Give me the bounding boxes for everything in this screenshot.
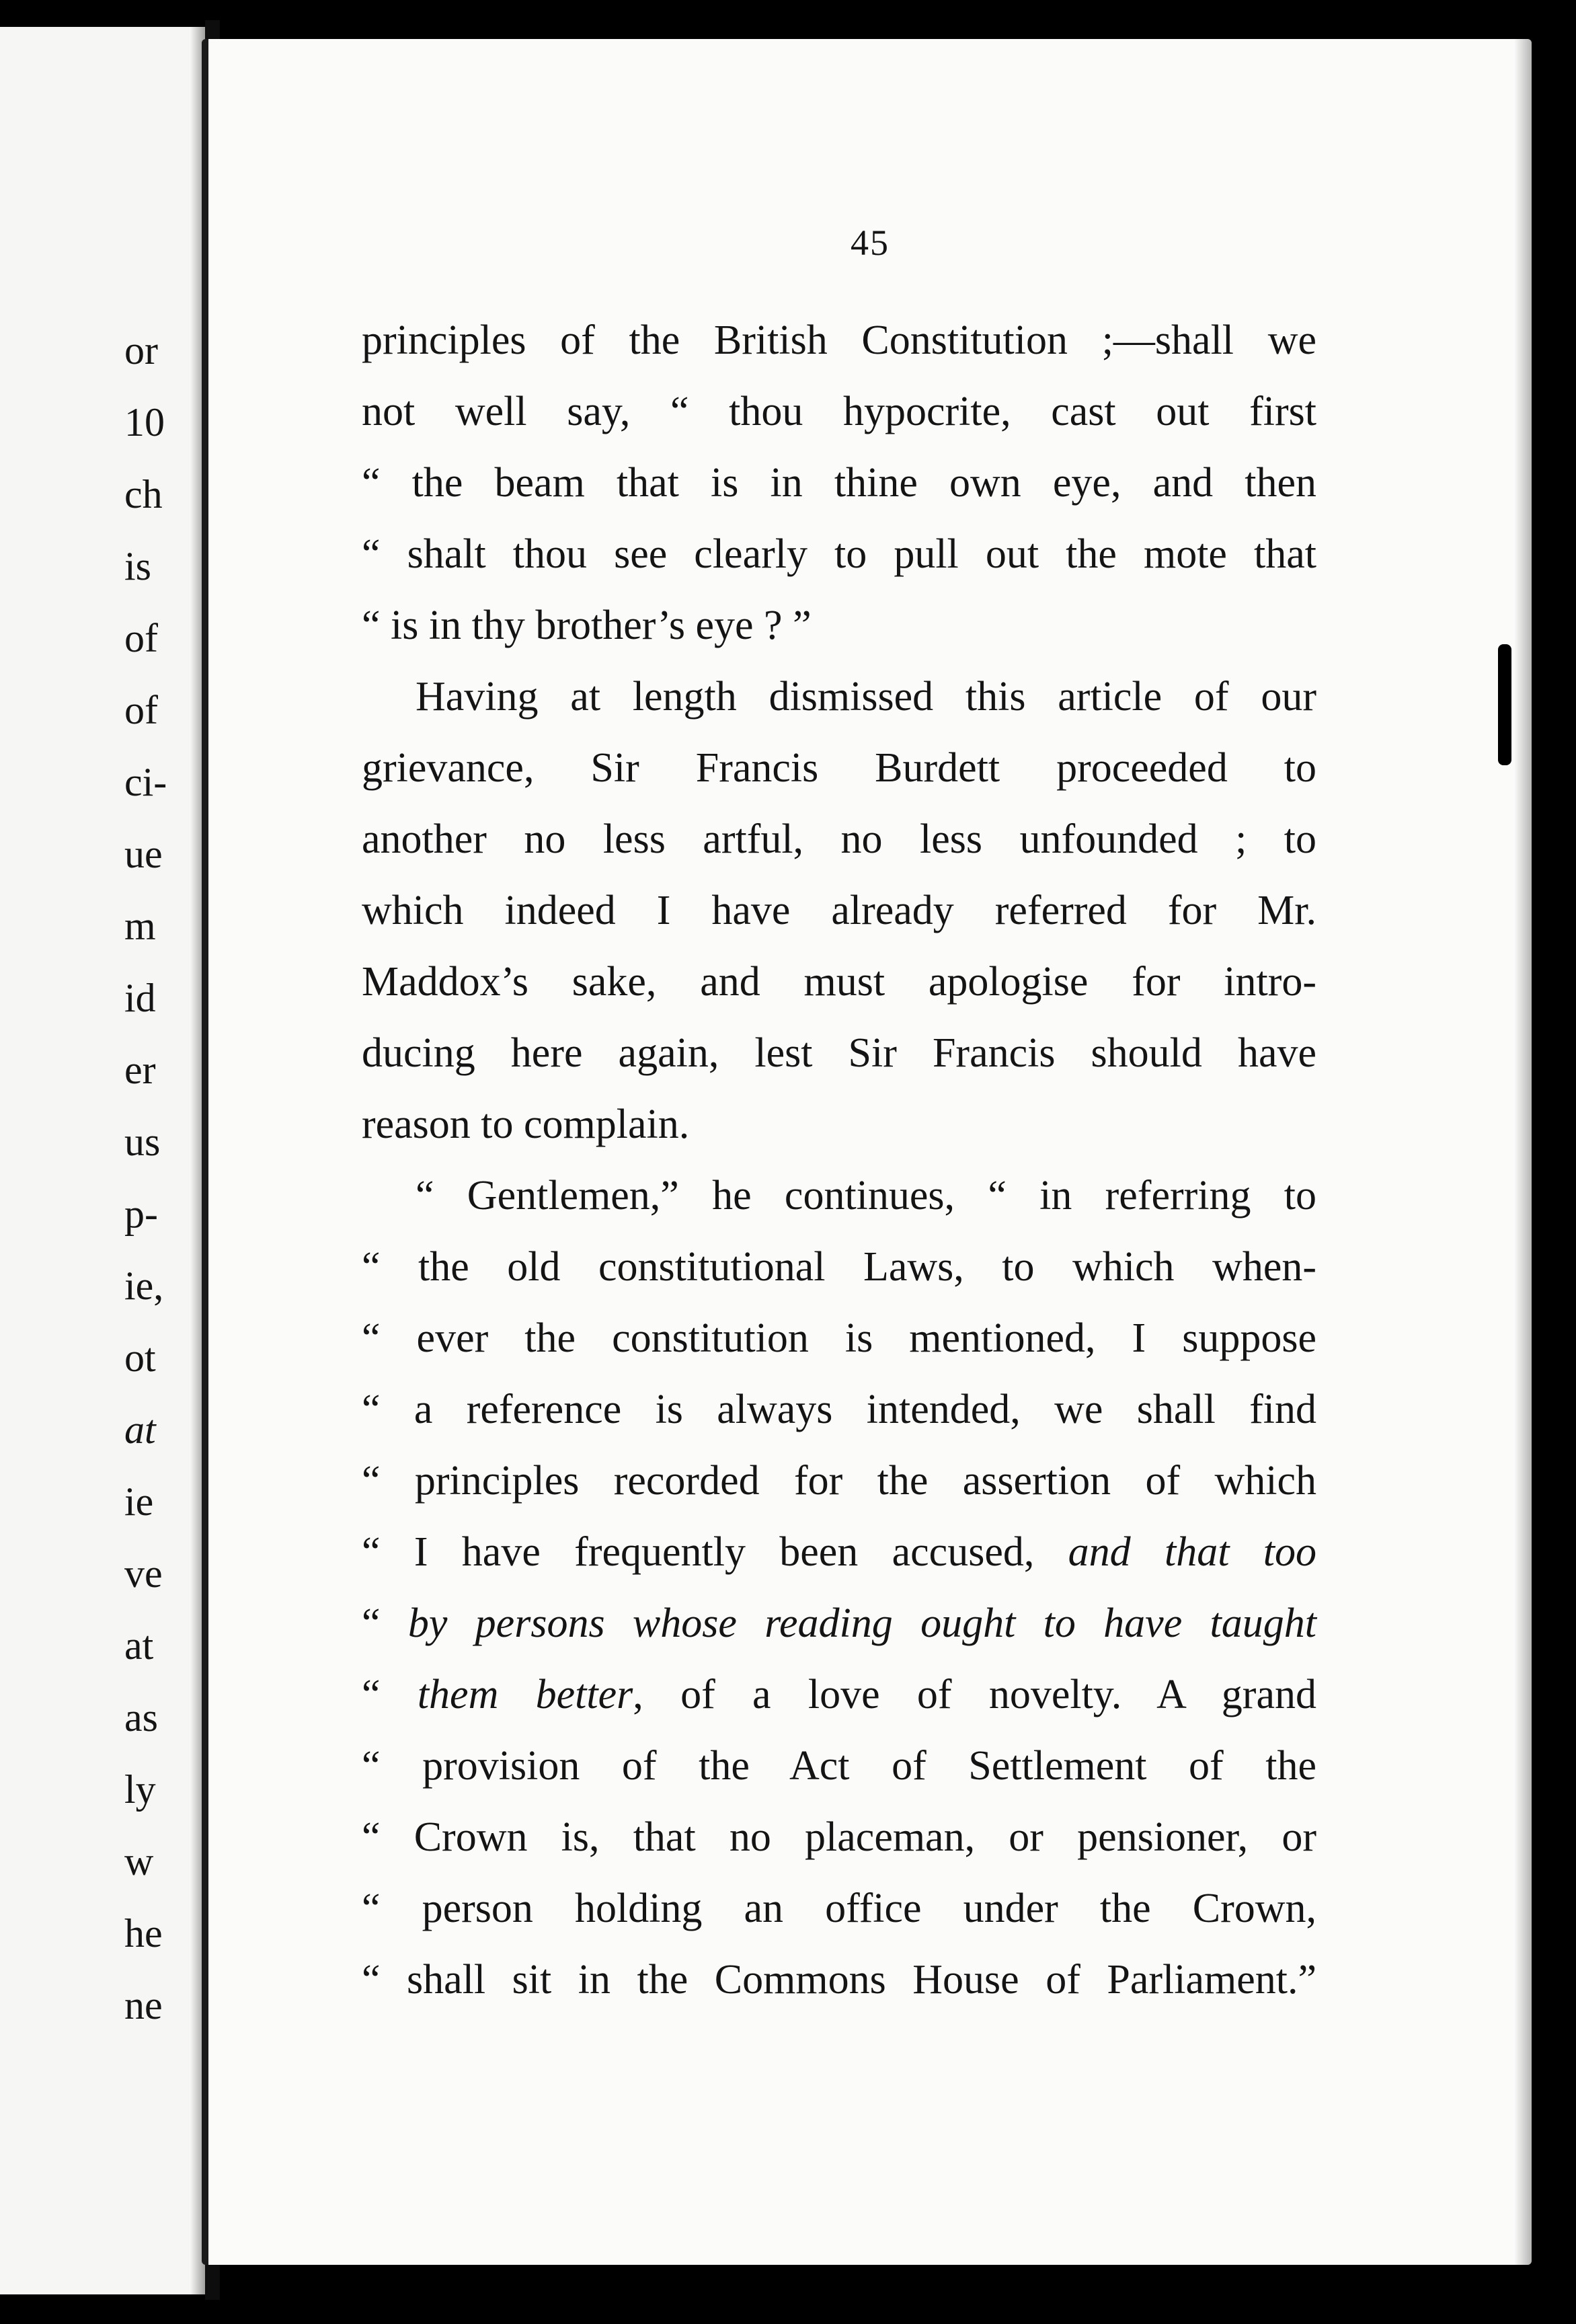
left-fragment: m (124, 904, 156, 948)
text-line: principles of the British Constitution ;—shall we (362, 317, 1316, 363)
italic-segment: by persons whose reading ought to have taught (407, 1600, 1316, 1646)
text-line: grievance, Sir Francis Burdett proceeded to (362, 745, 1316, 791)
left-fragment: at (124, 1623, 154, 1668)
left-fragment: ch (124, 472, 163, 516)
page-number: 45 (851, 223, 890, 263)
text-line: reason to complain. (362, 1101, 690, 1147)
left-page (0, 27, 205, 2294)
text-line: “ ever the constitution is mentioned, I suppose (362, 1315, 1316, 1361)
text-line: Maddox’s sake, and must apologise for intro- (362, 959, 1316, 1005)
text-line: “ shall sit in the Commons House of Parliament.” (362, 1957, 1316, 2003)
italic-segment: and that too (1068, 1529, 1316, 1575)
text-line-mixed (362, 1516, 1316, 1588)
left-fragment: is (124, 544, 152, 588)
text-line-mixed (362, 1588, 1316, 1659)
text-segment: “ (362, 1600, 408, 1646)
left-fragment: he (124, 1911, 163, 1955)
left-fragment: id (124, 976, 156, 1020)
left-fragment: at (124, 1407, 156, 1452)
left-fragment: ci- (124, 760, 167, 804)
left-fragment: as (124, 1695, 158, 1740)
text-line: “ the old constitutional Laws, to which when- (362, 1244, 1316, 1290)
left-fragment: p- (124, 1192, 158, 1236)
left-fragment: ie (124, 1479, 154, 1524)
left-fragment: ie, (124, 1264, 164, 1308)
left-fragment: 10 (124, 400, 165, 444)
left-fragment: w (124, 1839, 154, 1884)
text-line: another no less artful, no less unfounded ; to (362, 816, 1316, 862)
left-fragment: ne (124, 1983, 163, 2027)
italic-segment: them better (417, 1672, 633, 1717)
left-fragment: er (124, 1048, 156, 1092)
text-line: “ the beam that is in thine own eye, and then (362, 460, 1316, 506)
text-line: “ Crown is, that no placeman, or pensioner, or (362, 1814, 1316, 1860)
text-line: not well say, “ thou hypocrite, cast out first (362, 389, 1316, 434)
right-page (202, 39, 1532, 2265)
paragraph-first-line: “ Gentlemen,” he continues, “ in referring to (416, 1173, 1316, 1218)
text-line: “ is in thy brother’s eye ? ” (362, 603, 812, 648)
left-fragment: ue (124, 832, 163, 876)
page-edge-mark (1498, 644, 1511, 765)
text-line-mixed (362, 1659, 1316, 1730)
left-fragment: us (124, 1120, 161, 1164)
text-line: “ shalt thou see clearly to pull out the mote that (362, 531, 1316, 577)
paragraph-first-line: Having at length dismissed this article of our (416, 674, 1316, 720)
text-line: ducing here again, lest Sir Francis should have (362, 1030, 1316, 1076)
left-fragment: ve (124, 1551, 163, 1596)
text-line: “ principles recorded for the assertion of which (362, 1458, 1316, 1504)
left-fragment: ot (124, 1335, 156, 1380)
page-edge-shadow (1514, 39, 1532, 2265)
left-fragment: of (124, 616, 158, 660)
left-fragment: ly (124, 1767, 156, 1812)
text-line: “ a reference is always intended, we shall find (362, 1387, 1316, 1432)
body-text (362, 305, 1316, 2015)
text-segment: , of a love of novelty. A grand (633, 1672, 1316, 1717)
text-line: “ person holding an office under the Crown, (362, 1886, 1316, 1931)
left-fragment: of (124, 688, 158, 732)
text-line: “ provision of the Act of Settlement of the (362, 1743, 1316, 1789)
text-segment: “ (362, 1672, 418, 1717)
text-line: which indeed I have already referred for Mr. (362, 888, 1316, 933)
left-fragment: or (124, 328, 158, 373)
text-segment: “ I have frequently been accused, (362, 1529, 1068, 1575)
